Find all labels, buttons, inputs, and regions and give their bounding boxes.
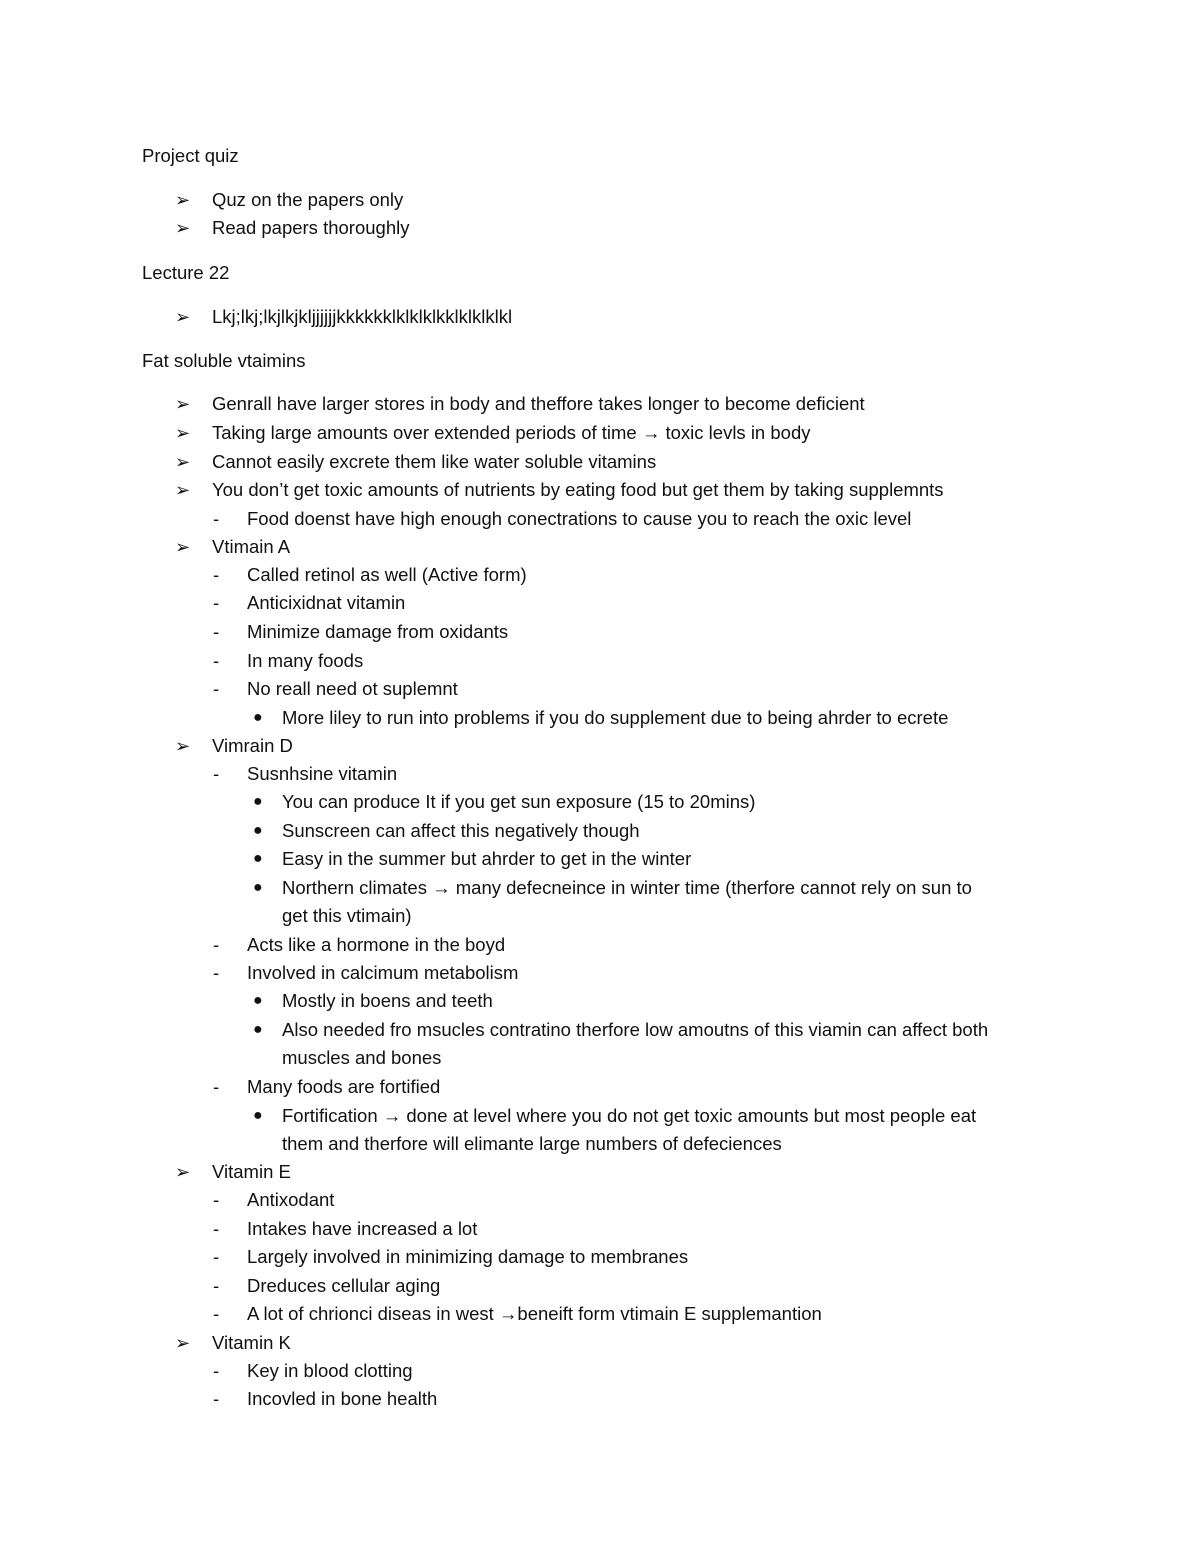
dash-bullet-icon: - <box>213 650 220 671</box>
continuation-text: them and therfore will elimante large numbers of defeciences <box>282 1133 782 1154</box>
sub-list-item-text: Key in blood clotting <box>247 1360 413 1381</box>
round-bullet-icon: ● <box>253 793 263 810</box>
round-bullet-icon: ● <box>253 992 263 1009</box>
round-bullet-icon: ● <box>253 822 263 839</box>
arrow-bullet-icon: ➢ <box>175 1333 191 1353</box>
heading-text: Fat soluble vtaimins <box>142 350 306 371</box>
arrow-bullet-icon: ➢ <box>175 307 191 327</box>
round-bullet-icon: ● <box>253 709 263 726</box>
sub-sub-list-item-text: Northern climates → many defecneince in winter time (therfore cannot rely on sun to <box>282 877 972 898</box>
sub-sub-list-item-text: More liley to run into problems if you do supplement due to being ahrder to ecrete <box>282 707 949 728</box>
sub-list-item-text: Minimize damage from oxidants <box>247 621 509 642</box>
sub-list-item-text: Incovled in bone health <box>247 1388 438 1409</box>
sub-list-item-text: Intakes have increased a lot <box>247 1218 478 1239</box>
arrow-bullet-icon: ➢ <box>175 423 191 443</box>
dash-bullet-icon: - <box>213 621 220 642</box>
arrow-bullet-icon: ➢ <box>175 190 191 210</box>
list-item-text: Taking large amounts over extended periods of time → toxic levls in body <box>212 422 811 443</box>
list-item-text: Cannot easily excrete them like water soluble vitamins <box>212 451 657 472</box>
arrow-bullet-icon: ➢ <box>175 537 191 557</box>
dash-bullet-icon: - <box>213 1076 220 1097</box>
dash-bullet-icon: - <box>213 1218 220 1239</box>
sub-list-item-text: In many foods <box>247 650 364 671</box>
sub-list-item-text: Involved in calcimum metabolism <box>247 962 519 983</box>
heading-text: Lecture 22 <box>142 262 230 283</box>
dash-bullet-icon: - <box>213 1246 220 1267</box>
dash-bullet-icon: - <box>213 1388 220 1409</box>
dash-bullet-icon: - <box>213 962 220 983</box>
sub-sub-list-item-text: Easy in the summer but ahrder to get in the winter <box>282 848 692 869</box>
list-item-text: Quz on the papers only <box>212 189 404 210</box>
continuation-text: get this vtimain) <box>282 905 412 926</box>
dash-bullet-icon: - <box>213 564 220 585</box>
continuation-text: muscles and bones <box>282 1047 442 1068</box>
arrow-bullet-icon: ➢ <box>175 1162 191 1182</box>
list-item-text: Vimrain D <box>212 735 293 756</box>
sub-list-item-text: Largely involved in minimizing damage to membranes <box>247 1246 689 1267</box>
arrow-bullet-icon: ➢ <box>175 480 191 500</box>
round-bullet-icon: ● <box>253 879 263 896</box>
dash-bullet-icon: - <box>213 1275 220 1296</box>
sub-list-item-text: A lot of chrionci diseas in west →beneift form vtimain E supplemantion <box>247 1303 822 1324</box>
arrow-bullet-icon: ➢ <box>175 218 191 238</box>
arrow-bullet-icon: ➢ <box>175 736 191 756</box>
arrow-bullet-icon: ➢ <box>175 452 191 472</box>
list-item-text: Vtimain A <box>212 536 291 557</box>
sub-sub-list-item-text: You can produce It if you get sun exposure (15 to 20mins) <box>282 791 756 812</box>
list-item-text: Genrall have larger stores in body and theffore takes longer to become deficient <box>212 393 865 414</box>
dash-bullet-icon: - <box>213 763 220 784</box>
arrow-bullet-icon: ➢ <box>175 394 191 414</box>
sub-list-item-text: Acts like a hormone in the boyd <box>247 934 506 955</box>
sub-list-item-text: Dreduces cellular aging <box>247 1275 441 1296</box>
dash-bullet-icon: - <box>213 934 220 955</box>
sub-sub-list-item-text: Fortification → done at level where you do not get toxic amounts but most people eat <box>282 1105 977 1126</box>
sub-sub-list-item-text: Sunscreen can affect this negatively though <box>282 820 640 841</box>
dash-bullet-icon: - <box>213 1360 220 1381</box>
sub-list-item-text: No reall need ot suplemnt <box>247 678 458 699</box>
sub-sub-list-item-text: Mostly in boens and teeth <box>282 990 493 1011</box>
dash-bullet-icon: - <box>213 1303 220 1324</box>
round-bullet-icon: ● <box>253 1107 263 1124</box>
list-item-text: Vitamin K <box>212 1332 291 1353</box>
heading-text: Project quiz <box>142 145 239 166</box>
list-item-text: You don’t get toxic amounts of nutrients by eating food but get them by taking supplemnts <box>212 479 944 500</box>
round-bullet-icon: ● <box>253 1021 263 1038</box>
list-item-text: Read papers thoroughly <box>212 217 410 238</box>
list-item-text: Lkj;lkj;lkjlkjkljjjjjjkkkkkklklklklkklklklklkl <box>212 306 513 327</box>
sub-list-item-text: Called retinol as well (Active form) <box>247 564 527 585</box>
dash-bullet-icon: - <box>213 592 220 613</box>
sub-list-item-text: Many foods are fortified <box>247 1076 441 1097</box>
round-bullet-icon: ● <box>253 850 263 867</box>
dash-bullet-icon: - <box>213 1189 220 1210</box>
dash-bullet-icon: - <box>213 508 220 529</box>
sub-list-item-text: Antixodant <box>247 1189 335 1210</box>
sub-list-item-text: Susnhsine vitamin <box>247 763 398 784</box>
dash-bullet-icon: - <box>213 678 220 699</box>
sub-sub-list-item-text: Also needed fro msucles contratino therfore low amoutns of this viamin can affect both <box>282 1019 989 1040</box>
sub-list-item-text: Anticixidnat vitamin <box>247 592 406 613</box>
sub-list-item-text: Food doenst have high enough conectrations to cause you to reach the oxic level <box>247 508 912 529</box>
list-item-text: Vitamin E <box>212 1161 291 1182</box>
